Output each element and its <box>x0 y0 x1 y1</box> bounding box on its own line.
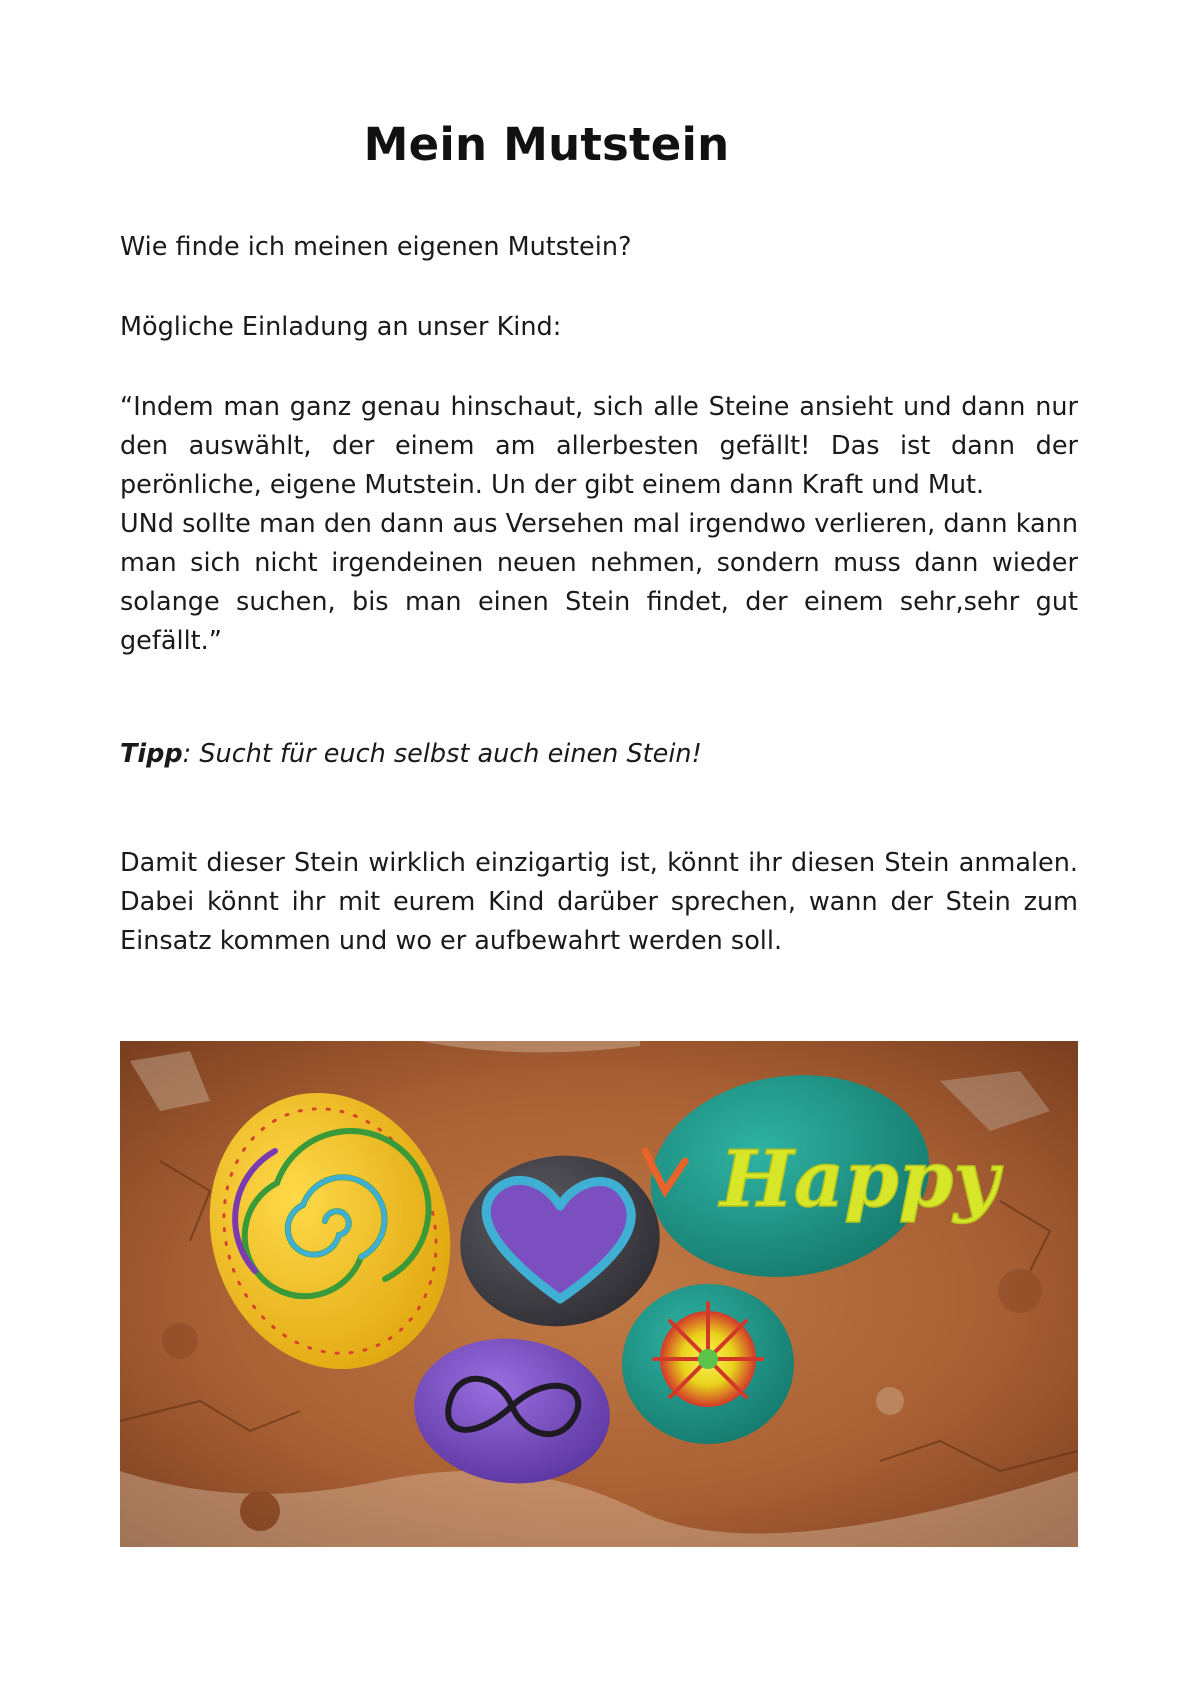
page-title: Mein Mutstein <box>363 118 730 171</box>
question-text: Wie finde ich meinen eigenen Mutstein? <box>120 232 632 262</box>
tip-text: : Sucht für euch selbst auch einen Stein! <box>182 739 702 769</box>
quote-paragraph-2: UNd sollte man den dann aus Versehen mal irgendwo verlieren, dann kann man sich nicht irgendeinen neuen nehmen, sondern muss dann wieder solange suchen, bis man einen Stein findet, der einem sehr,sehr gut gefällt.” <box>120 509 1078 656</box>
quote-block <box>120 388 1078 661</box>
teal-burst-stone <box>622 1284 794 1444</box>
stone-happy-text: Happy <box>720 1134 999 1225</box>
invitation-label: Mögliche Einladung an unser Kind: <box>120 312 562 342</box>
quote-paragraph-1: “Indem man ganz genau hinschaut, sich alle Steine ansieht und dann nur den auswählt, der einem am allerbesten gefällt! Das ist dann der perönliche, eigene Mutstein. Un der gibt einem dann Kraft und Mut. <box>120 392 1078 500</box>
body-paragraph: Damit dieser Stein wirklich einzigartig ist, könnt ihr diesen Stein anmalen. Dabei könnt ihr mit eurem Kind darüber sprechen, wann der Stein zum Einsatz kommen und wo er aufbewahrt werden soll. <box>120 848 1078 956</box>
painted-stones-photo <box>120 1041 1078 1547</box>
tip-line <box>120 735 1078 774</box>
tip-label: Tipp <box>120 739 183 769</box>
